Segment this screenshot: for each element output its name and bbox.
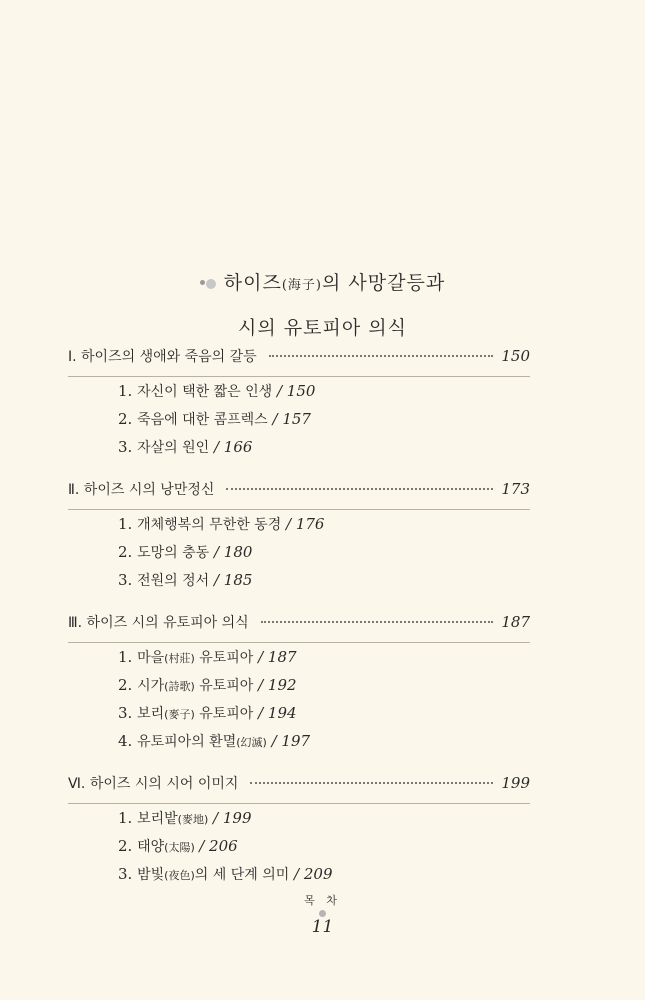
entry-title: 개체행복의 무한한 동경: [137, 517, 282, 533]
entry-page-number: / 206: [199, 837, 238, 855]
section-page-number: 187: [501, 613, 530, 631]
toc-section-heading: [68, 612, 530, 642]
page-number: 11: [311, 917, 334, 937]
entry-number: 1.: [118, 809, 133, 827]
toc-entry: [68, 570, 530, 598]
page-footer: [0, 892, 645, 937]
entry-number: 3.: [118, 704, 133, 722]
entry-number: 3.: [118, 865, 133, 883]
toc-entry: [68, 808, 530, 836]
entry-hanja: (幻滅): [236, 736, 267, 749]
entry-title: 마을: [137, 650, 165, 666]
entry-page-number: / 209: [294, 865, 333, 883]
entry-page-number: / 197: [271, 732, 311, 750]
toc-entry: [68, 731, 530, 759]
toc-entry: [68, 542, 530, 570]
entry-number: 2.: [118, 837, 133, 855]
title-line-2: 시의 유토피아 의식: [238, 317, 407, 339]
toc-entry: [68, 381, 530, 409]
footer-dot-icon: [319, 910, 326, 917]
toc-entry: [68, 437, 530, 465]
toc-entry: [68, 514, 530, 542]
section-title: Ⅰ. 하이즈의 생애와 죽음의 갈등: [68, 349, 257, 365]
entry-title-suffix: 유토피아: [194, 706, 254, 722]
section-divider: [68, 376, 530, 377]
bullet-icon: [200, 277, 218, 291]
entry-page-number: / 180: [213, 543, 253, 561]
entry-hanja: (夜色): [164, 869, 195, 882]
section-page-number: 173: [501, 480, 530, 498]
entry-hanja: (麥子): [164, 708, 195, 721]
entry-title: 유토피아의 환멸: [137, 734, 237, 750]
entry-page-number: / 192: [258, 676, 297, 694]
section-page-number: 150: [501, 347, 530, 365]
toc-section-heading: [68, 773, 530, 803]
dot-leader: [261, 621, 494, 623]
section-divider: [68, 803, 530, 804]
title-line-1: [0, 262, 645, 307]
entry-title: 시가: [137, 678, 165, 694]
entry-title: 도망의 충동: [137, 545, 210, 561]
toc-entry: [68, 647, 530, 675]
entry-title-suffix: 유토피아: [194, 650, 254, 666]
section-divider: [68, 509, 530, 510]
toc-entry: [68, 409, 530, 437]
toc-section: [68, 346, 530, 465]
entry-number: 1.: [118, 515, 133, 533]
entry-title: 보리밭: [137, 811, 178, 827]
title-line-1-suffix: 의 사망갈등과: [322, 272, 446, 294]
toc-entry: [68, 836, 530, 864]
toc-entry: [68, 864, 530, 892]
toc-section-heading: [68, 479, 530, 509]
entry-number: 2.: [118, 676, 133, 694]
toc-section: [68, 612, 530, 759]
section-title: Ⅵ. 하이즈 시의 시어 이미지: [68, 776, 239, 792]
title-line-1-hanja: (海子): [281, 278, 323, 293]
entry-number: 1.: [118, 382, 133, 400]
chapter-title: [0, 262, 645, 349]
entry-page-number: / 150: [276, 382, 316, 400]
entry-page-number: / 157: [272, 410, 311, 428]
entry-title: 자살의 원인: [137, 440, 210, 456]
entry-number: 3.: [118, 571, 133, 589]
toc-entry: [68, 675, 530, 703]
entry-page-number: / 166: [213, 438, 253, 456]
dot-leader: [269, 355, 494, 357]
entry-number: 1.: [118, 648, 133, 666]
entry-page-number: / 187: [258, 648, 297, 666]
toc-section: [68, 773, 530, 892]
entry-title: 자신이 택한 짧은 인생: [137, 384, 273, 400]
entry-hanja: (詩歌): [164, 680, 195, 693]
entry-title: 태양: [137, 839, 165, 855]
entry-number: 3.: [118, 438, 133, 456]
entry-page-number: / 194: [258, 704, 297, 722]
entry-page-number: / 199: [213, 809, 252, 827]
entry-hanja: (太陽): [164, 841, 195, 854]
dot-leader: [226, 488, 493, 490]
toc-section-heading: [68, 346, 530, 376]
dot-leader: [250, 782, 493, 784]
entry-title-suffix: 유토피아: [194, 678, 254, 694]
footer-label: 목 차: [304, 894, 341, 907]
entry-hanja: (麥地): [177, 813, 209, 826]
section-page-number: 199: [501, 774, 530, 792]
section-title: Ⅲ. 하이즈 시의 유토피아 의식: [68, 615, 249, 631]
entry-title: 죽음에 대한 콤프렉스: [137, 412, 268, 428]
entry-title-suffix: 의 세 단계 의미: [194, 867, 290, 883]
title-line-1-prefix: 하이즈: [223, 272, 282, 294]
entry-hanja: (村莊): [164, 652, 195, 665]
entry-page-number: / 185: [213, 571, 253, 589]
entry-number: 4.: [118, 732, 133, 750]
toc-entry: [68, 703, 530, 731]
entry-page-number: / 176: [286, 515, 325, 533]
entry-number: 2.: [118, 410, 133, 428]
section-divider: [68, 642, 530, 643]
entry-title: 밤빛: [137, 867, 165, 883]
section-title: Ⅱ. 하이즈 시의 낭만정신: [68, 482, 215, 498]
entry-title: 전원의 정서: [137, 573, 210, 589]
table-of-contents: [68, 346, 530, 906]
toc-section: [68, 479, 530, 598]
entry-number: 2.: [118, 543, 133, 561]
entry-title: 보리: [137, 706, 165, 722]
